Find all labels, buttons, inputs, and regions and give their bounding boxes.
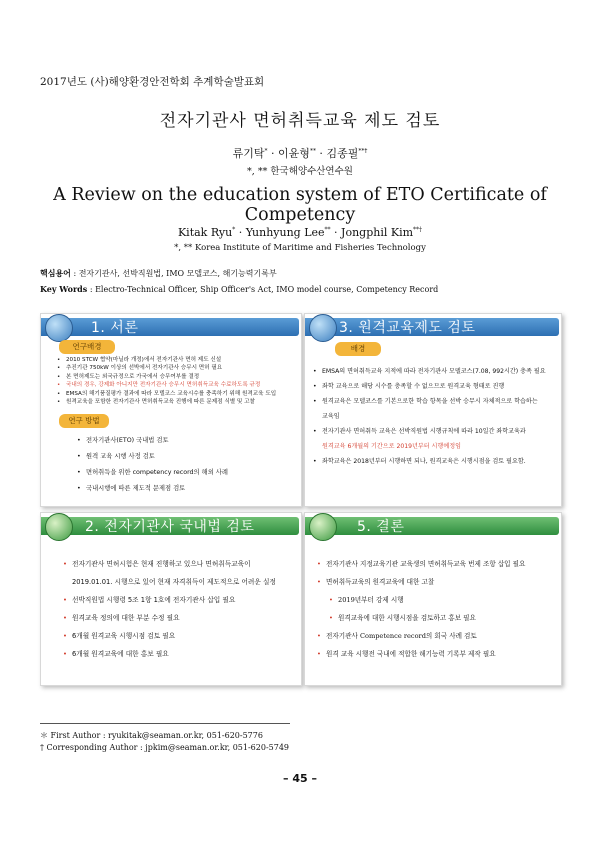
authors-korean xyxy=(0,145,600,161)
list-item: • 좌학교육은 2018년부터 시행하면 되나, 원격교육은 시행시점을 검토 필요함. xyxy=(313,454,546,469)
list-item: • 좌학 교육으로 해당 시수를 충족할 수 없으므로 원격교육 형태로 진행 xyxy=(313,379,546,394)
list-item: • 국내의 경우, 강제화 아니지만 전자기관사 승무시 면허취득교육 수료하도록 규정 xyxy=(57,381,276,389)
list-item: • 원격 교육 시행전 국내에 적합한 해기능력 기록부 제작 필요 xyxy=(317,645,525,663)
list-item: • 면허취득을 위한 competency record의 해외 사례 xyxy=(77,465,228,481)
affiliation-korean: *, ** 한국해양수산연수원 xyxy=(247,166,353,177)
conference-name: 2017년도 (사)해양환경안전학회 추계학술발표회 xyxy=(40,76,265,88)
keywords-english-text: : Electro-Technical Officer, Ship Officer's Act, IMO model course, Competency Record xyxy=(87,285,439,294)
method-list xyxy=(77,433,228,497)
list-item: • 국내시행에 따른 제도적 문제점 검토 xyxy=(77,481,228,497)
authors-english xyxy=(0,226,600,239)
panel-title: 1. 서론 xyxy=(91,320,139,336)
author-separator: · xyxy=(315,147,327,160)
list-item: • 2010 STCW 협약(마닐라 개정)에서 전자기관사 면허 제도 신설 xyxy=(57,356,276,364)
tag-research-background: 연구배경 xyxy=(59,340,115,354)
list-item: • 원격교육은 모델코스를 기본으로한 학습 항목을 선박 승무시 자체적으로 학습하는 xyxy=(313,394,546,409)
list-item: • 전자기관사 Competence record의 회국 사례 검토 xyxy=(317,627,525,645)
keywords-korean xyxy=(40,268,277,279)
panel-introduction xyxy=(40,313,302,507)
author-separator: · xyxy=(267,147,279,160)
background-list xyxy=(57,356,276,406)
author-2-mark: ** xyxy=(324,226,331,234)
list-item: • 원격교육 정의에 대한 부분 수정 필요 xyxy=(63,609,276,627)
list-item: • 추진기관 750kW 이상의 선박에서 전자기관사 승무시 면허 필요 xyxy=(57,364,276,372)
panel-title: 3. 원격교육제도 검토 xyxy=(339,320,476,336)
footnote-corresponding-author: † Corresponding Author : jpkim@seaman.or.kr, 051-620-5749 xyxy=(40,743,290,752)
author-3-mark: **† xyxy=(413,226,423,234)
list-item: • 2019년부터 강제 시행 xyxy=(329,591,525,609)
keywords-korean-label: 핵심용어 xyxy=(40,268,71,278)
author-1: Kitak Ryu xyxy=(177,226,233,239)
list-item-continuation: 원격교육 6개월의 기간으로 2019년부터 시행예정임 xyxy=(322,443,461,450)
author-2: 이윤형 xyxy=(278,147,310,160)
footnote-first-author: ＊ First Author : ryukitak@seaman.or.kr, 051-620-5776 xyxy=(40,731,263,740)
tag-background: 배경 xyxy=(335,342,381,356)
list-item-continuation: 교육임 xyxy=(322,413,340,420)
panel-header xyxy=(305,513,559,539)
panel-header xyxy=(41,513,299,539)
list-item: • EMSA의 면허취득교육 지적에 따라 전자기관사 모델코스(7.08, 992시간) 충족 필요 xyxy=(313,364,546,379)
author-1: 류기탁 xyxy=(232,147,265,160)
author-1-mark: * xyxy=(264,147,268,155)
footnote-divider xyxy=(40,723,290,724)
header-circle-icon xyxy=(45,513,73,541)
keywords-korean-text: : 전자기관사, 선박직원법, IMO 모델코스, 해기능력기록부 xyxy=(70,269,277,278)
list-item: • 6개월 원격교육에 대한 홍보 필요 xyxy=(63,645,276,663)
author-3: Jongphil Kim xyxy=(341,226,414,239)
list-item: • 선박직원법 시행령 5조 1항 1호에 전자기관사 삽입 필요 xyxy=(63,591,276,609)
author-2: Yunhyung Lee xyxy=(245,226,325,239)
list-item: • 전자기관사 면허시험은 현재 진행하고 있으나 면허취득교육이 xyxy=(63,555,276,573)
author-3: 김종필 xyxy=(326,147,359,160)
list-item: • EMSA의 해기품질평가 결과에 따라 모델코스 교육시수를 충족하기 위해 원격교육 도입 xyxy=(57,390,276,398)
author-1-mark: * xyxy=(232,226,236,234)
tag-research-method: 연구 방법 xyxy=(59,414,109,428)
list-item: • 원격 교육 시행 사정 검토 xyxy=(77,449,228,465)
list-item: • 본 면허제도는 외국규정으로 가국에서 승무여부를 결정 xyxy=(57,373,276,381)
list-item-continuation: 2019.01.01. 시행으로 있어 현재 자격취득이 제도적으로 어려운 실정 xyxy=(72,578,276,586)
header-circle-icon xyxy=(309,513,337,541)
author-2-mark: ** xyxy=(309,147,316,155)
list-item: • 6개월 원격교육 시행시점 검토 필요 xyxy=(63,627,276,645)
list-item: • 원격교육에 대한 시행시점을 검토하고 홍보 필요 xyxy=(329,609,525,627)
page-number: – 45 – xyxy=(283,772,317,785)
domestic-law-list xyxy=(63,555,276,663)
affiliation-english: *, ** Korea Institute of Maritime and Fisheries Technology xyxy=(174,243,426,253)
author-separator: · xyxy=(235,226,246,239)
list-item: • 전자기관사 면허취득 교육은 선박직원법 시행규칙에 따라 10일간 좌학교육과 xyxy=(313,424,546,439)
list-item: • 전자기관사 지정교육기관 교육생의 면허취득교육 번제 조항 삽입 필요 xyxy=(317,555,525,573)
list-item: • 원격교육을 포함한 전자기관사 면허취득교육 진행에 따른 문제점 식별 및 고찰 xyxy=(57,398,276,406)
panel-title: 2. 전자기관사 국내법 검토 xyxy=(85,519,255,535)
list-item: • 전자기관사(ETO) 국내법 검토 xyxy=(77,433,228,449)
panel-header xyxy=(41,314,299,340)
panel-header xyxy=(305,314,559,340)
title-korean: 전자기관사 면허취득교육 제도 검토 xyxy=(159,111,441,131)
panel-domestic-law xyxy=(40,512,302,686)
remote-education-list xyxy=(313,364,546,469)
panel-title: 5. 결론 xyxy=(357,519,405,535)
author-3-mark: **† xyxy=(358,147,368,155)
title-english: A Review on the education system of ETO Certificate of Competency xyxy=(53,185,547,225)
author-separator: · xyxy=(330,226,342,239)
list-item: • 면허취득교육의 원격교육에 대한 고찰 xyxy=(317,573,525,591)
header-circle-icon xyxy=(45,314,73,342)
keywords-english-label: Key Words xyxy=(40,284,88,294)
header-circle-icon xyxy=(309,314,337,342)
panel-conclusion xyxy=(304,512,562,686)
conclusion-list xyxy=(317,555,525,663)
keywords-english xyxy=(40,284,438,294)
panel-remote-education xyxy=(304,313,562,507)
